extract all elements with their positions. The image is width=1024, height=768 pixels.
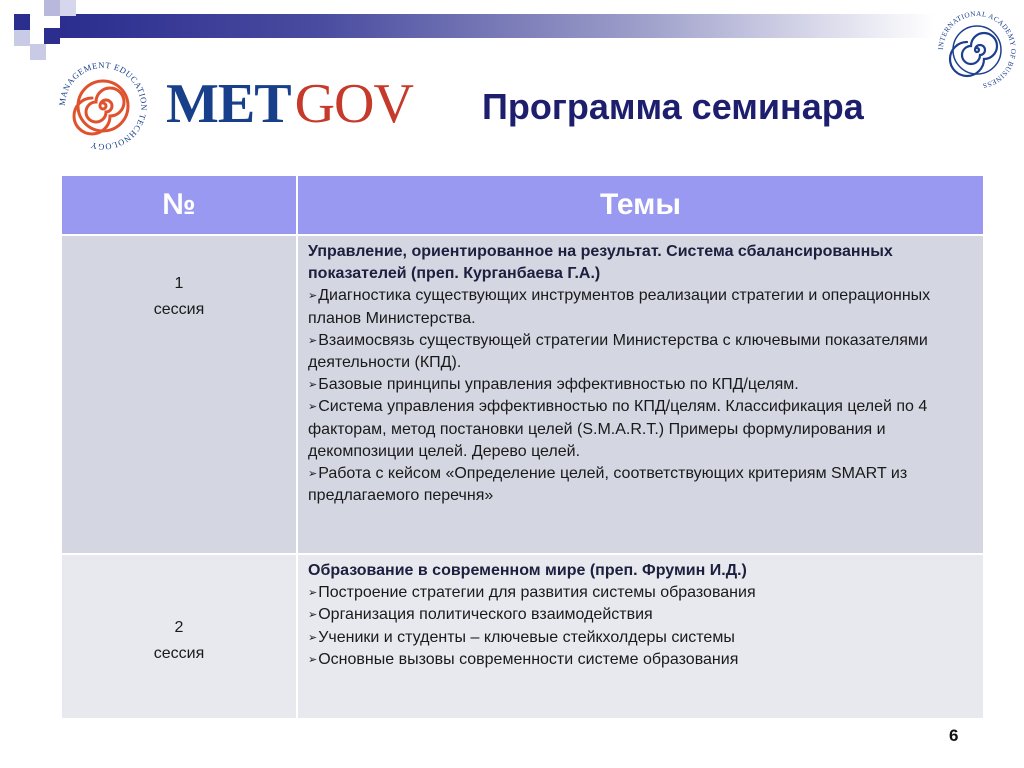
list-item-text: Диагностика существующих инструментов реализации стратегии и операционных планов Министерства. (308, 287, 931, 327)
list-item (308, 330, 975, 374)
session-label: сессия (153, 301, 205, 318)
session-cell (61, 235, 297, 554)
list-item (308, 396, 975, 463)
list-item-text: Взаимосвязь существующей стратегии Министерства с ключевыми показателями деятельности (КПД). (308, 331, 928, 372)
header-topics: Темы (297, 175, 984, 235)
list-item-text: Работа с кейсом «Определение целей, соответствующих критериям SMART из предлагаемого перечня» (308, 465, 908, 505)
session-number: 2 (174, 618, 184, 636)
decor-square (60, 0, 76, 16)
arrow-bullet-icon: ➢ (308, 401, 318, 414)
decor-square (14, 14, 30, 30)
list-item (308, 374, 975, 396)
header-number: № (61, 175, 297, 235)
met-spiral-logo-icon (57, 60, 149, 152)
arrow-bullet-icon: ➢ (308, 290, 318, 303)
arrow-bullet-icon: ➢ (308, 334, 318, 347)
session-number: 1 (174, 275, 184, 292)
header-gradient-bar (60, 14, 935, 38)
brand-gov: GOV (294, 73, 413, 135)
list-item (308, 463, 975, 507)
svg-text:MANAGEMENT EDUCATION TECHNOLOG (57, 60, 149, 152)
session-label: сессия (153, 644, 205, 662)
list-item-text: Система управления эффективностью по КПД/целям. Классификация целей по 4 факторам, метод постановки целей (S.M.A.R.T.) Примеры формулирования и декомпозиции целей. Дерево целей. (308, 398, 928, 460)
list-item (308, 627, 975, 649)
arrow-bullet-icon: ➢ (308, 379, 318, 392)
decor-square (44, 0, 60, 16)
list-item-text: Организация политического взаимодействия (318, 606, 653, 624)
metgov-wordmark (166, 74, 413, 134)
list-item-text: Основные вызовы современности системе образования (318, 650, 739, 668)
academy-spiral-logo-icon (935, 8, 1019, 92)
table-row (61, 235, 984, 554)
table-row (61, 554, 984, 719)
brand-met: MET (166, 73, 291, 135)
top-decorative-band (0, 0, 935, 44)
list-item (308, 285, 975, 329)
right-logo-ring-text: INTERNATIONAL ACADEMY OF BUSINESS (936, 9, 1018, 90)
decor-square (44, 28, 60, 44)
list-item (308, 604, 975, 626)
left-logo-ring-text: MANAGEMENT EDUCATION TECHNOLOGY (57, 60, 149, 152)
arrow-bullet-icon: ➢ (308, 631, 318, 644)
svg-text:INTERNATIONAL ACADEMY OF BUSIN (937, 10, 1017, 90)
topic-cell (297, 554, 984, 719)
topic-title: Управление, ориентированное на результат. Система сбалансированных показателей (преп. Курганбаева Г.А.) (308, 243, 893, 283)
decor-square (14, 30, 30, 46)
list-item-text: Ученики и студенты – ключевые стейкхолдеры системы (318, 628, 735, 646)
table-header-row (61, 175, 984, 235)
list-item (308, 649, 975, 671)
arrow-bullet-icon: ➢ (308, 653, 318, 666)
session-cell (61, 554, 297, 719)
seminar-program-table (60, 174, 985, 720)
decor-square (30, 44, 46, 60)
slide-title: Программа семинара (482, 86, 864, 127)
page-number: 6 (949, 726, 959, 745)
topic-cell (297, 235, 984, 554)
arrow-bullet-icon: ➢ (308, 587, 318, 600)
arrow-bullet-icon: ➢ (308, 609, 318, 622)
topic-title: Образование в современном мире (преп. Фрумин И.Д.) (308, 562, 747, 579)
arrow-bullet-icon: ➢ (308, 468, 318, 481)
list-item-text: Построение стратегии для развития системы образования (318, 584, 756, 602)
list-item (308, 582, 975, 604)
list-item-text: Базовые принципы управления эффективностью по КПД/целям. (318, 376, 799, 394)
